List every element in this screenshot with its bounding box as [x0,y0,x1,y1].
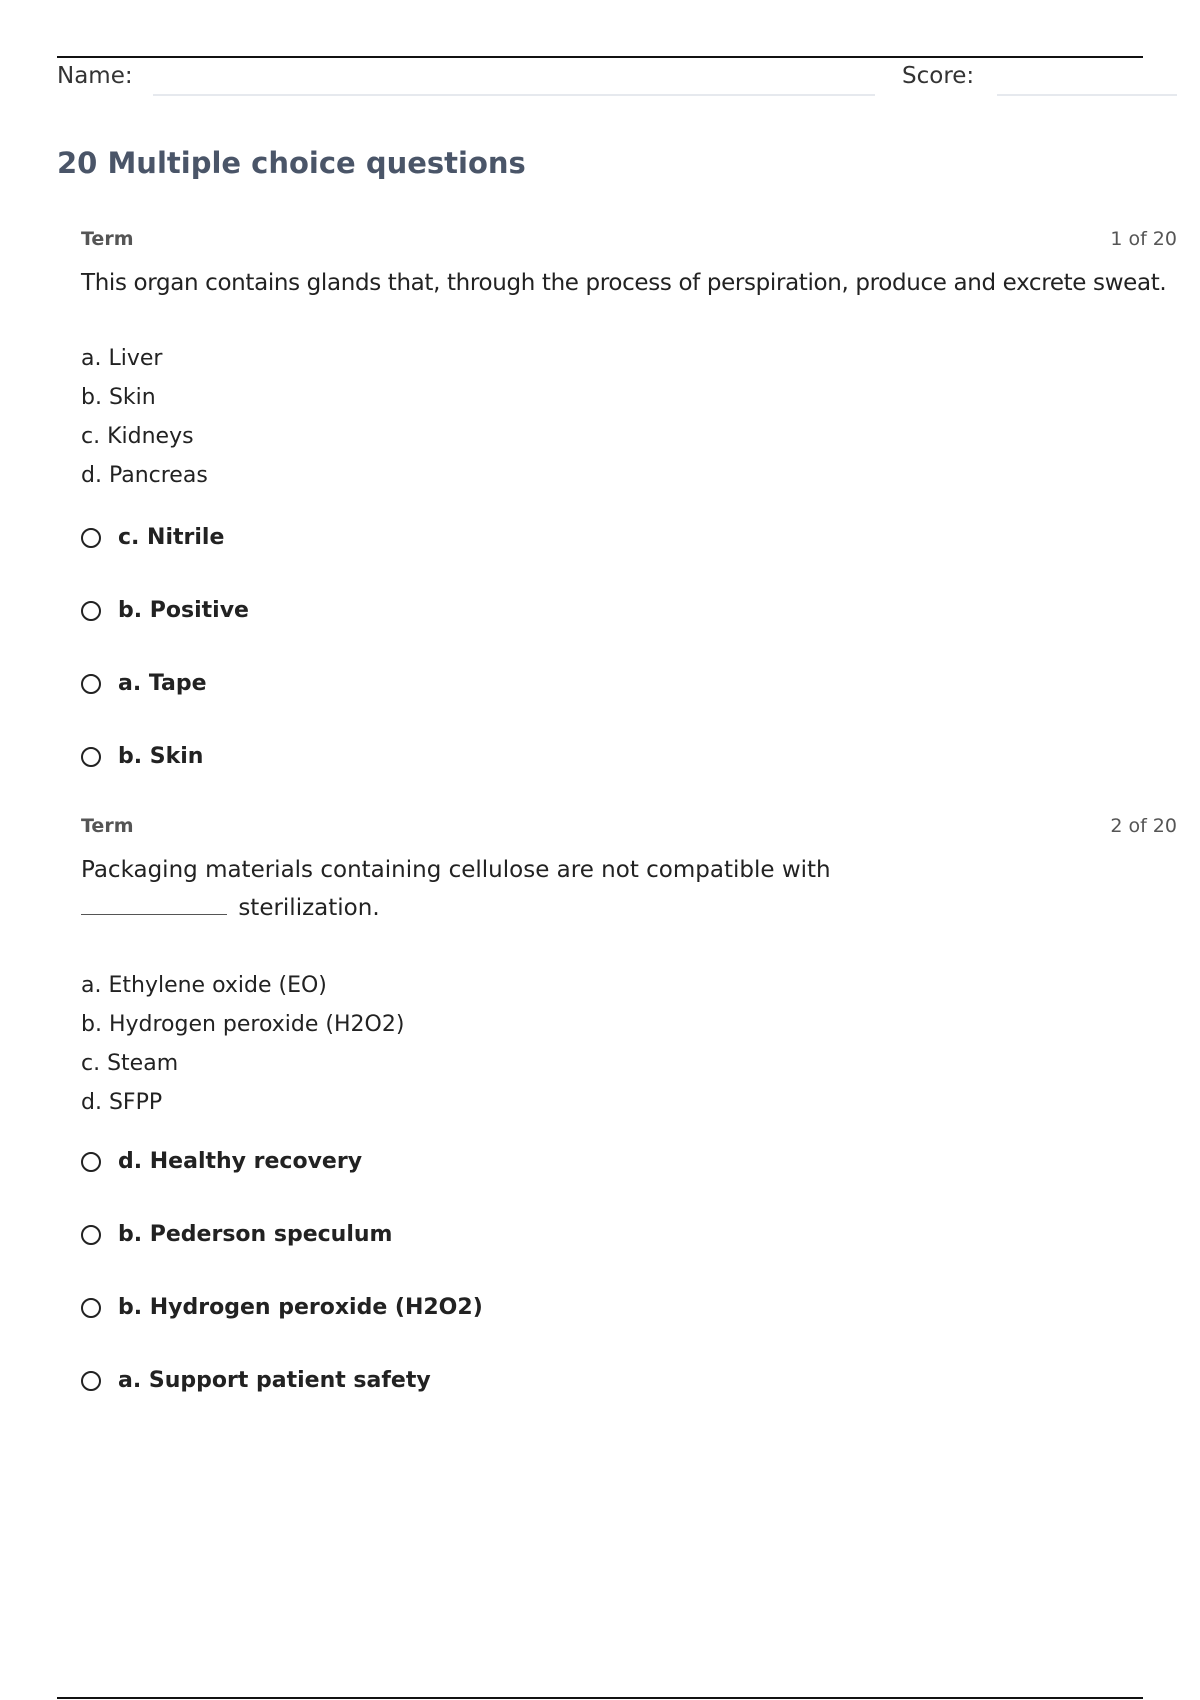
choice-item: d. SFPP [81,1090,163,1115]
answer-label: d. Healthy recovery [118,1149,363,1174]
question-counter: 1 of 20 [1110,228,1177,250]
answer-label: b. Skin [118,744,204,769]
radio-circle-icon[interactable] [81,1298,101,1318]
fill-in-blank [81,896,227,915]
choice-item: d. Pancreas [81,463,208,488]
question-prompt: This organ contains glands that, through the process of perspiration, produce and excrete sweat. [81,270,1167,296]
choice-item: c. Steam [81,1051,179,1076]
answer-label: b. Positive [118,598,249,623]
answer-label: c. Nitrile [118,525,225,550]
radio-circle-icon[interactable] [81,528,101,548]
name-field[interactable] [153,94,875,96]
question-prompt [81,851,841,927]
prompt-line: sterilization. [238,895,380,921]
radio-circle-icon[interactable] [81,1371,101,1391]
radio-circle-icon[interactable] [81,674,101,694]
choice-list [81,339,208,495]
top-rule [57,56,1143,58]
score-field[interactable] [997,94,1177,96]
choice-item: c. Kidneys [81,424,194,449]
radio-circle-icon[interactable] [81,1152,101,1172]
answer-label: b. Pederson speculum [118,1222,393,1247]
choice-item: b. Hydrogen peroxide (H2O2) [81,1012,405,1037]
score-label: Score: [902,63,975,89]
radio-circle-icon[interactable] [81,1225,101,1245]
prompt-line: Packaging materials containing cellulose are not compatible with [81,857,831,883]
radio-circle-icon[interactable] [81,747,101,767]
bottom-rule [57,1697,1143,1699]
choice-item: b. Skin [81,385,156,410]
term-label: Term [81,815,134,837]
name-label: Name: [57,63,133,89]
choice-item: a. Liver [81,346,163,371]
choice-list [81,966,404,1122]
question-counter: 2 of 20 [1110,815,1177,837]
section-title: 20 Multiple choice questions [57,146,526,180]
worksheet-header [57,63,1177,97]
answer-label: b. Hydrogen peroxide (H2O2) [118,1295,483,1320]
term-label: Term [81,228,134,250]
answer-label: a. Support patient safety [118,1368,431,1393]
choice-item: a. Ethylene oxide (EO) [81,973,327,998]
radio-circle-icon[interactable] [81,601,101,621]
answer-label: a. Tape [118,671,207,696]
